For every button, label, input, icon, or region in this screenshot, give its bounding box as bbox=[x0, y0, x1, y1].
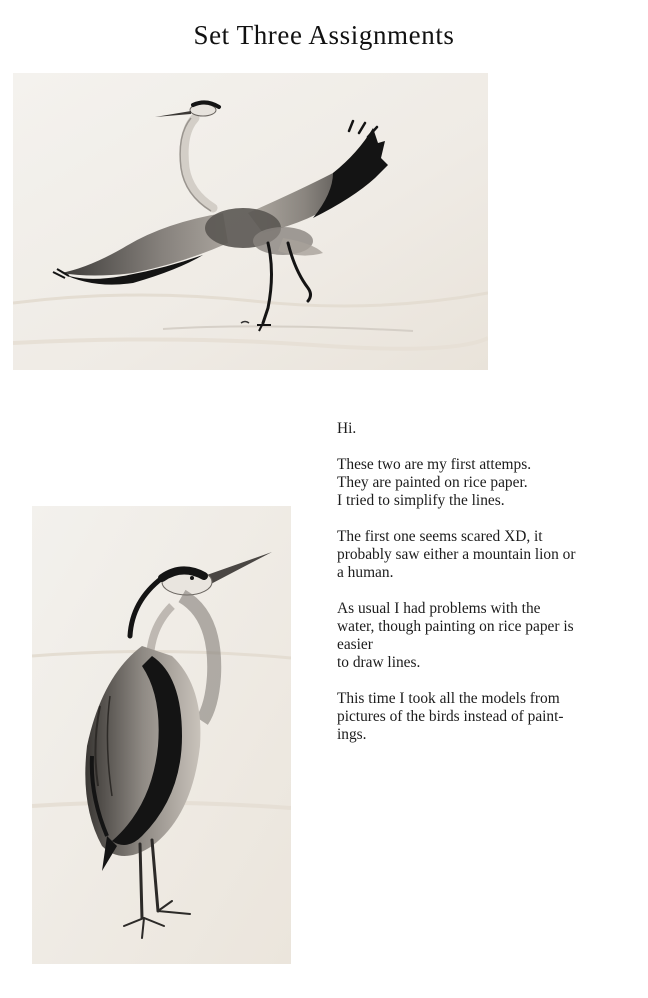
page-title: Set Three Assignments bbox=[193, 20, 455, 50]
greeting: Hi. bbox=[337, 420, 357, 437]
standing-heron-illustration bbox=[32, 506, 291, 964]
paragraph-water-problems: As usual I had problems with the water, though painting on rice paper is easier to draw lines. bbox=[337, 600, 574, 671]
paragraph-scared-heron: The first one seems scared XD, it probably saw either a mountain lion or a human. bbox=[337, 528, 576, 581]
paragraph-models: This time I took all the models from pictures of the birds instead of paint- ings. bbox=[337, 690, 564, 743]
paragraph-first-attempts: These two are my first attemps. They are painted on rice paper. I tried to simplify the lines. bbox=[337, 456, 532, 509]
assignment-notes bbox=[337, 420, 637, 762]
flying-heron-illustration bbox=[13, 73, 488, 370]
standing-heron-painting bbox=[32, 506, 291, 964]
flying-heron-painting bbox=[13, 73, 488, 370]
